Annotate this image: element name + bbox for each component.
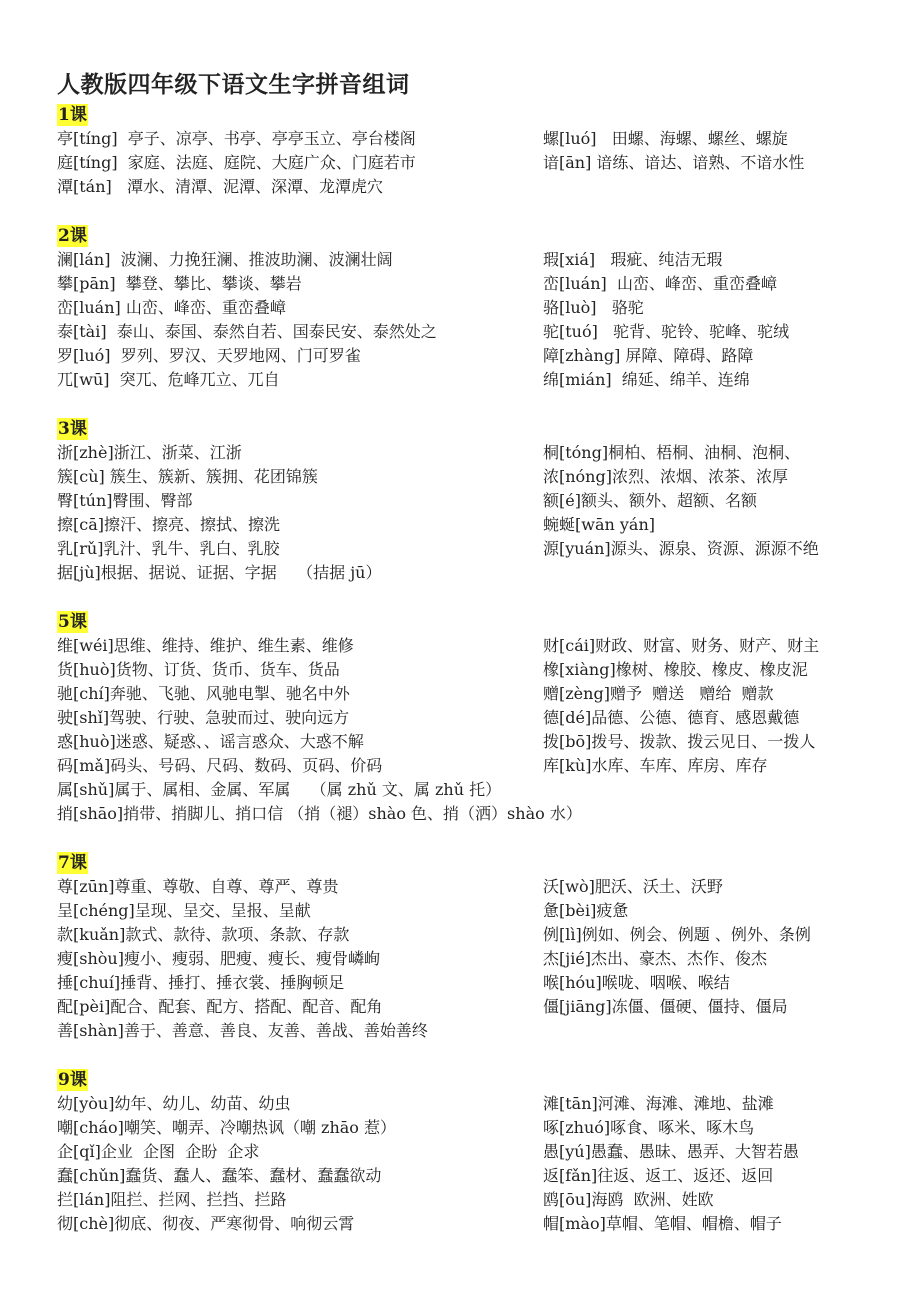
entry-words: 往返、返工、返还、返回 [597,1166,774,1185]
vocab-entry [543,1212,873,1236]
entry-words: 簇生、簇新、簇拥、花团锦簇 [104,467,318,486]
entry-character-pinyin: 属[shǔ] [57,780,115,799]
entry-character-pinyin: 臀[tún] [57,491,113,510]
vocab-row [57,754,768,778]
entry-words: 码头、号码、尺码、数码、页码、价码 [110,756,383,775]
vocab-entry [543,971,873,995]
entry-character-pinyin: 款[kuǎn] [57,925,126,944]
entry-words: 河滩、海滩、滩地、盐滩 [597,1094,774,1113]
vocab-entry [543,730,873,754]
vocab-row [57,489,757,513]
vocab-entry [57,658,537,682]
vocab-row [57,151,805,175]
vocab-row [57,465,788,489]
entry-words: 嘲笑、嘲弄、冷嘲热讽（嘲 zhāo 惹） [123,1118,397,1137]
entry-character-pinyin: 额[é] [543,491,581,510]
entry-character-pinyin: 据[jù] [57,563,101,582]
entry-character-pinyin: 僵[jiāng] [543,997,612,1016]
entry-character-pinyin: 愚[yú] [543,1142,591,1161]
vocab-row [57,706,800,730]
vocab-entry [543,151,873,175]
lesson-block [57,611,820,826]
entry-words: 泰山、泰国、泰然自若、国泰民安、泰然处之 [106,322,437,341]
vocab-row [57,634,820,658]
lesson-block [57,104,805,199]
vocab-row [57,248,723,272]
vocab-row [57,1092,774,1116]
vocab-entry [57,1164,537,1188]
vocab-entry [543,1140,873,1164]
vocab-row [57,127,788,151]
vocab-entry [57,248,537,272]
entry-character-pinyin: 惑[huò] [57,732,116,751]
entry-words: 财政、财富、财务、财产、财主 [595,636,820,655]
entry-character-pinyin: 捶[chuí] [57,973,121,992]
vocab-row [57,1116,755,1140]
entry-words: 捎带、捎脚儿、捎口信 （捎（褪）shào 色、捎（洒）shào 水） [123,804,582,823]
entry-words: 例如、例会、例题 、例外、条例 [581,925,811,944]
vocab-row [57,561,382,585]
vocab-row [57,344,754,368]
vocab-entry [57,561,537,585]
entry-character-pinyin: 啄[zhuó] [543,1118,611,1137]
entry-words: 肥沃、沃土、沃野 [594,877,723,896]
entry-character-pinyin: 尊[zūn] [57,877,115,896]
entry-character-pinyin: 幼[yòu] [57,1094,115,1113]
entry-character-pinyin: 喉[hóu] [543,973,602,992]
entry-words: 彻底、彻夜、严寒彻骨、响彻云霄 [114,1214,355,1233]
vocab-entry [57,947,537,971]
entry-character-pinyin: 企[qǐ] [57,1142,101,1161]
vocab-entry [57,344,537,368]
entry-words: 驾驶、行驶、急驶而过、驶向远方 [109,708,350,727]
lesson-block [57,852,811,1043]
entry-words: 绵延、绵羊、连绵 [611,370,750,389]
vocab-row [57,1212,782,1236]
page-title: 人教版四年级下语文生字拼音组词 [57,71,410,98]
entry-character-pinyin: 沃[wò] [543,877,595,896]
entry-character-pinyin: 滩[tān] [543,1094,598,1113]
vocab-row [57,296,644,320]
entry-character-pinyin: 财[cái] [543,636,596,655]
entry-words: 屏障、障碍、路障 [620,346,754,365]
entry-words: 款式、款待、款项、条款、存款 [125,925,350,944]
vocab-row [57,537,819,561]
entry-words: 骆驼 [596,298,644,317]
vocab-entry [57,513,537,537]
vocab-entry [543,1164,873,1188]
entry-character-pinyin: 浓[nóng] [543,467,612,486]
entry-words: 水库、车库、库房、库存 [591,756,768,775]
entry-character-pinyin: 杰[jié] [543,949,592,968]
entry-words: 思维、维持、维护、维生素、维修 [113,636,354,655]
vocab-row [57,802,582,826]
entry-words: 草帽、笔帽、帽檐、帽子 [605,1214,782,1233]
vocab-entry [543,658,873,682]
entry-character-pinyin: 惫[bèi] [543,901,597,920]
vocab-entry [57,465,537,489]
vocab-entry [543,368,873,392]
entry-words: 拨号、拨款、拨云见日、一拨人 [591,732,816,751]
entry-character-pinyin: 蠢[chǔn] [57,1166,126,1185]
entry-words: 驼背、驼铃、驼峰、驼绒 [597,322,790,341]
vocab-entry [543,296,873,320]
vocab-entry [543,537,873,561]
entry-character-pinyin: 绵[mián] [543,370,612,389]
entry-character-pinyin: 簇[cù] [57,467,105,486]
entry-words: 啄食、啄米、啄木鸟 [610,1118,755,1137]
vocab-row [57,875,723,899]
entry-character-pinyin: 骆[luò] [543,298,597,317]
vocab-entry [57,971,537,995]
vocab-entry [57,899,537,923]
vocab-row [57,441,801,465]
lesson-heading: 5课 [58,612,87,632]
entry-character-pinyin: 峦[luán] [543,274,607,293]
entry-character-pinyin: 拨[bō] [543,732,592,751]
entry-words: 尊重、尊敬、自尊、尊严、尊贵 [114,877,339,896]
vocab-entry [57,802,857,826]
entry-words: 谙练、谙达、谙熟、不谙水性 [591,153,805,172]
vocab-entry [543,923,873,947]
vocab-entry [57,1116,537,1140]
entry-character-pinyin: 嘲[cháo] [57,1118,124,1137]
vocab-entry [543,682,873,706]
vocab-row [57,778,502,802]
entry-character-pinyin: 瑕[xiá] [543,250,596,269]
entry-character-pinyin: 维[wéi] [57,636,114,655]
entry-character-pinyin: 码[mǎ] [57,756,111,775]
entry-character-pinyin: 罗[luó] [57,346,111,365]
entry-character-pinyin: 配[pèi] [57,997,111,1016]
vocab-entry [57,1092,537,1116]
entry-words: 善于、善意、善良、友善、善战、善始善终 [123,1021,428,1040]
entry-words: 货物、订货、货币、货车、货品 [115,660,340,679]
vocab-entry [57,441,537,465]
entry-character-pinyin: 彻[chè] [57,1214,115,1233]
lesson-block [57,418,819,585]
entry-character-pinyin: 峦[luán] [57,298,121,317]
vocab-entry [57,730,537,754]
vocab-entry [543,465,873,489]
entry-words: 瘦小、瘦弱、肥瘦、瘦长、瘦骨嶙峋 [123,949,380,968]
vocab-entry [57,923,537,947]
entry-character-pinyin: 赠[zèng] [543,684,610,703]
vocab-row [57,899,629,923]
entry-words: 山峦、峰峦、重峦叠嶂 [120,298,286,317]
entry-words: 配合、配套、配方、搭配、配音、配角 [110,997,383,1016]
vocab-row [57,1164,774,1188]
vocab-row [57,1140,799,1164]
entry-character-pinyin: 擦[cā] [57,515,104,534]
entry-words: 擦汗、擦亮、擦拭、擦洗 [104,515,281,534]
entry-words: 根据、据说、证据、字据 （拮据 jū） [100,563,382,582]
entry-character-pinyin: 潭[tán] [57,177,112,196]
entry-words: 亭子、凉亭、书亭、亭亭玉立、亭台楼阁 [117,129,416,148]
vocab-row [57,513,655,537]
entry-character-pinyin: 驶[shǐ] [57,708,110,727]
vocab-entry [543,1092,873,1116]
entry-words: 额头、额外、超额、名额 [580,491,757,510]
vocab-entry [57,634,537,658]
lesson-heading: 7课 [58,853,87,873]
vocab-row [57,947,768,971]
entry-words: 呈现、呈交、呈报、呈献 [134,901,311,920]
entry-character-pinyin: 呈[chéng] [57,901,135,920]
vocab-entry [543,947,873,971]
entry-character-pinyin: 庭[tíng] [57,153,118,172]
vocab-row [57,175,384,199]
entry-character-pinyin: 瘦[shòu] [57,949,124,968]
entry-words: 浙江、浙菜、江浙 [113,443,242,462]
entry-words: 属于、属相、金属、军属 （属 zhǔ 文、属 zhǔ 托） [114,780,502,799]
entry-character-pinyin: 亭[tíng] [57,129,118,148]
lesson-block [57,225,790,392]
entry-character-pinyin: 驰[chí] [57,684,110,703]
entry-words: 田螺、海螺、螺丝、螺旋 [596,129,788,148]
entry-words: 山峦、峰峦、重峦叠嶂 [606,274,777,293]
entry-words: 乳汁、乳牛、乳白、乳胶 [103,539,280,558]
entry-words: 企业 企图 企盼 企求 [100,1142,260,1161]
vocab-entry [543,248,873,272]
entry-character-pinyin: 源[yuán] [543,539,611,558]
entry-words: 蠢货、蠢人、蠢笨、蠢材、蠢蠢欲动 [125,1166,382,1185]
vocab-entry [543,272,873,296]
entry-words: 波澜、力挽狂澜、推波助澜、波澜壮阔 [110,250,393,269]
vocab-row [57,272,777,296]
entry-words: 喉咙、咽喉、喉结 [601,973,730,992]
entry-character-pinyin: 浙[zhè] [57,443,114,462]
entry-character-pinyin: 鸥[ōu] [543,1190,592,1209]
vocab-entry [543,899,873,923]
vocab-entry [543,995,873,1019]
entry-words: 瑕疵、纯洁无瑕 [595,250,723,269]
vocab-entry [57,368,537,392]
entry-character-pinyin: 泰[tài] [57,322,107,341]
vocab-entry [57,778,857,802]
vocab-entry [543,634,873,658]
vocab-row [57,971,730,995]
lesson-heading: 1课 [58,105,87,125]
entry-words: 潭水、清潭、泥潭、深潭、龙潭虎穴 [111,177,384,196]
entry-character-pinyin: 德[dé] [543,708,592,727]
entry-character-pinyin: 拦[lán] [57,1190,111,1209]
entry-character-pinyin: 帽[mào] [543,1214,606,1233]
entry-words: 突兀、危峰兀立、兀自 [109,370,280,389]
vocab-entry [543,127,873,151]
lesson-heading: 9课 [58,1070,87,1090]
entry-words: 杰出、豪杰、杰作、俊杰 [591,949,768,968]
lesson-block [57,1069,799,1236]
entry-character-pinyin: 兀[wū] [57,370,110,389]
vocab-entry [543,513,873,537]
vocab-entry [57,272,537,296]
entry-character-pinyin: 攀[pān] [57,274,116,293]
vocab-entry [543,706,873,730]
vocab-entry [543,754,873,778]
vocab-row [57,1019,428,1043]
entry-words: 浓烈、浓烟、浓茶、浓厚 [611,467,788,486]
entry-character-pinyin: 驼[tuó] [543,322,598,341]
vocab-entry [57,706,537,730]
vocab-entry [57,995,537,1019]
entry-words: 家庭、法庭、庭院、大庭广众、门庭若市 [117,153,416,172]
entry-character-pinyin: 乳[rǔ] [57,539,104,558]
vocab-entry [57,175,537,199]
vocab-row [57,923,811,947]
entry-words: 阻拦、拦网、拦挡、拦路 [110,1190,287,1209]
lesson-heading: 3课 [58,419,87,439]
vocab-entry [57,875,537,899]
vocab-entry [543,875,873,899]
entry-words: 赠予 赠送 赠给 赠款 [609,684,774,703]
entry-character-pinyin: 例[lì] [543,925,582,944]
entry-character-pinyin: 橡[xiàng] [543,660,616,679]
vocab-entry [57,1188,537,1212]
vocab-entry [57,127,537,151]
entry-words: 罗列、罗汉、天罗地网、门可罗雀 [110,346,361,365]
entry-character-pinyin: 善[shàn] [57,1021,124,1040]
entry-words: 品德、公德、德育、感恩戴德 [591,708,800,727]
vocab-entry [543,489,873,513]
entry-character-pinyin: 蜿蜒[wān yán] [543,515,655,534]
entry-words: 愚蠢、愚昧、愚弄、大智若愚 [590,1142,799,1161]
entry-character-pinyin: 澜[lán] [57,250,111,269]
entry-character-pinyin: 返[fǎn] [543,1166,598,1185]
entry-character-pinyin: 库[kù] [543,756,592,775]
entry-words: 攀登、攀比、攀谈、攀岩 [115,274,302,293]
entry-words: 冻僵、僵硬、僵持、僵局 [611,997,788,1016]
vocab-row [57,368,750,392]
vocab-row [57,658,808,682]
entry-words: 源头、源泉、资源、源源不绝 [610,539,819,558]
vocab-row [57,320,790,344]
vocab-entry [57,151,537,175]
entry-character-pinyin: 货[huò] [57,660,116,679]
vocab-entry [57,754,537,778]
vocab-entry [57,320,537,344]
vocab-entry [543,1188,873,1212]
entry-words: 幼年、幼儿、幼苗、幼虫 [114,1094,291,1113]
entry-character-pinyin: 螺[luó] [543,129,597,148]
vocab-entry [57,296,537,320]
lesson-heading: 2课 [58,226,87,246]
vocab-entry [57,537,537,561]
vocab-row [57,995,788,1019]
entry-character-pinyin: 桐[tóng] [543,443,609,462]
vocab-row [57,730,816,754]
entry-words: 桐柏、梧桐、油桐、泡桐、 [608,443,801,462]
entry-words: 疲惫 [596,901,629,920]
entry-words: 迷惑、疑惑、、谣言惑众、大惑不解 [115,732,364,751]
entry-words: 奔驰、飞驰、风驰电掣、驰名中外 [109,684,350,703]
entry-character-pinyin: 障[zhàng] [543,346,621,365]
entry-words: 捶背、捶打、捶衣裳、捶胸顿足 [120,973,345,992]
vocab-row [57,1188,714,1212]
entry-words: 海鸥 欧洲、姓欧 [591,1190,714,1209]
vocab-entry [57,1140,537,1164]
vocab-entry [57,682,537,706]
vocab-entry [57,1212,537,1236]
vocab-entry [543,344,873,368]
vocab-row [57,682,774,706]
entry-words: 臀围、臀部 [112,491,193,510]
entry-character-pinyin: 谙[ān] [543,153,592,172]
entry-character-pinyin: 捎[shāo] [57,804,124,823]
entry-words: 橡树、橡胶、橡皮、橡皮泥 [615,660,808,679]
vocab-entry [57,489,537,513]
vocab-entry [543,320,873,344]
vocab-entry [543,1116,873,1140]
vocab-entry [57,1019,537,1043]
vocab-entry [543,441,873,465]
